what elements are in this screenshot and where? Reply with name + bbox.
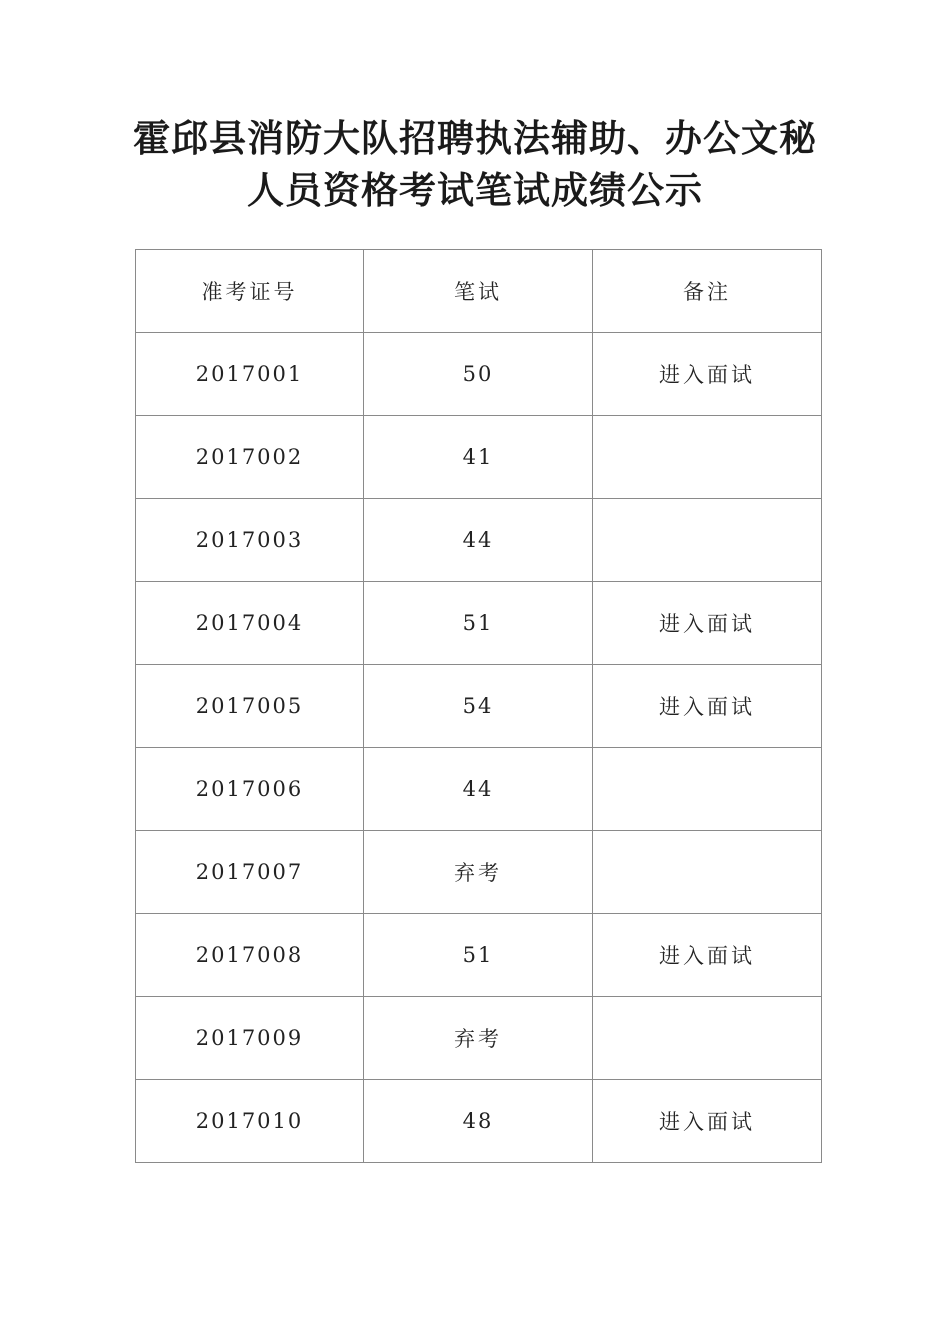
- table-row: [136, 997, 822, 1080]
- cell-score: 弃考: [364, 831, 593, 914]
- cell-exam-id: 2017001: [136, 333, 364, 416]
- table-header-row: [136, 250, 822, 333]
- cell-remark: 进入面试: [593, 333, 822, 416]
- cell-exam-id: 2017006: [136, 748, 364, 831]
- cell-remark: 进入面试: [593, 914, 822, 997]
- cell-score: 50: [364, 333, 593, 416]
- table-row: [136, 499, 822, 582]
- table-row: [136, 416, 822, 499]
- cell-score: 51: [364, 582, 593, 665]
- cell-exam-id: 2017003: [136, 499, 364, 582]
- cell-exam-id: 2017005: [136, 665, 364, 748]
- cell-score: 48: [364, 1080, 593, 1163]
- cell-exam-id: 2017009: [136, 997, 364, 1080]
- cell-remark: [593, 499, 822, 582]
- table-row: [136, 665, 822, 748]
- cell-remark: 进入面试: [593, 582, 822, 665]
- header-remark: 备注: [593, 250, 822, 333]
- header-written-score: 笔试: [364, 250, 593, 333]
- title-line-2: 人员资格考试笔试成绩公示: [247, 168, 703, 212]
- cell-score: 54: [364, 665, 593, 748]
- cell-score: 44: [364, 748, 593, 831]
- cell-remark: [593, 748, 822, 831]
- cell-remark: 进入面试: [593, 665, 822, 748]
- cell-score: 41: [364, 416, 593, 499]
- table-row: [136, 1080, 822, 1163]
- cell-exam-id: 2017007: [136, 831, 364, 914]
- cell-exam-id: 2017008: [136, 914, 364, 997]
- cell-score: 44: [364, 499, 593, 582]
- table-row: [136, 831, 822, 914]
- title-line-1: 霍邱县消防大队招聘执法辅助、办公文秘: [133, 116, 817, 160]
- cell-exam-id: 2017010: [136, 1080, 364, 1163]
- score-table: [135, 249, 822, 1163]
- cell-exam-id: 2017004: [136, 582, 364, 665]
- table-row: [136, 582, 822, 665]
- cell-exam-id: 2017002: [136, 416, 364, 499]
- cell-remark: [593, 416, 822, 499]
- cell-score: 51: [364, 914, 593, 997]
- cell-score: 弃考: [364, 997, 593, 1080]
- cell-remark: 进入面试: [593, 1080, 822, 1163]
- table-row: [136, 333, 822, 416]
- header-exam-id: 准考证号: [136, 250, 364, 333]
- table-row: [136, 748, 822, 831]
- cell-remark: [593, 997, 822, 1080]
- page-title: [0, 112, 950, 216]
- table-row: [136, 914, 822, 997]
- cell-remark: [593, 831, 822, 914]
